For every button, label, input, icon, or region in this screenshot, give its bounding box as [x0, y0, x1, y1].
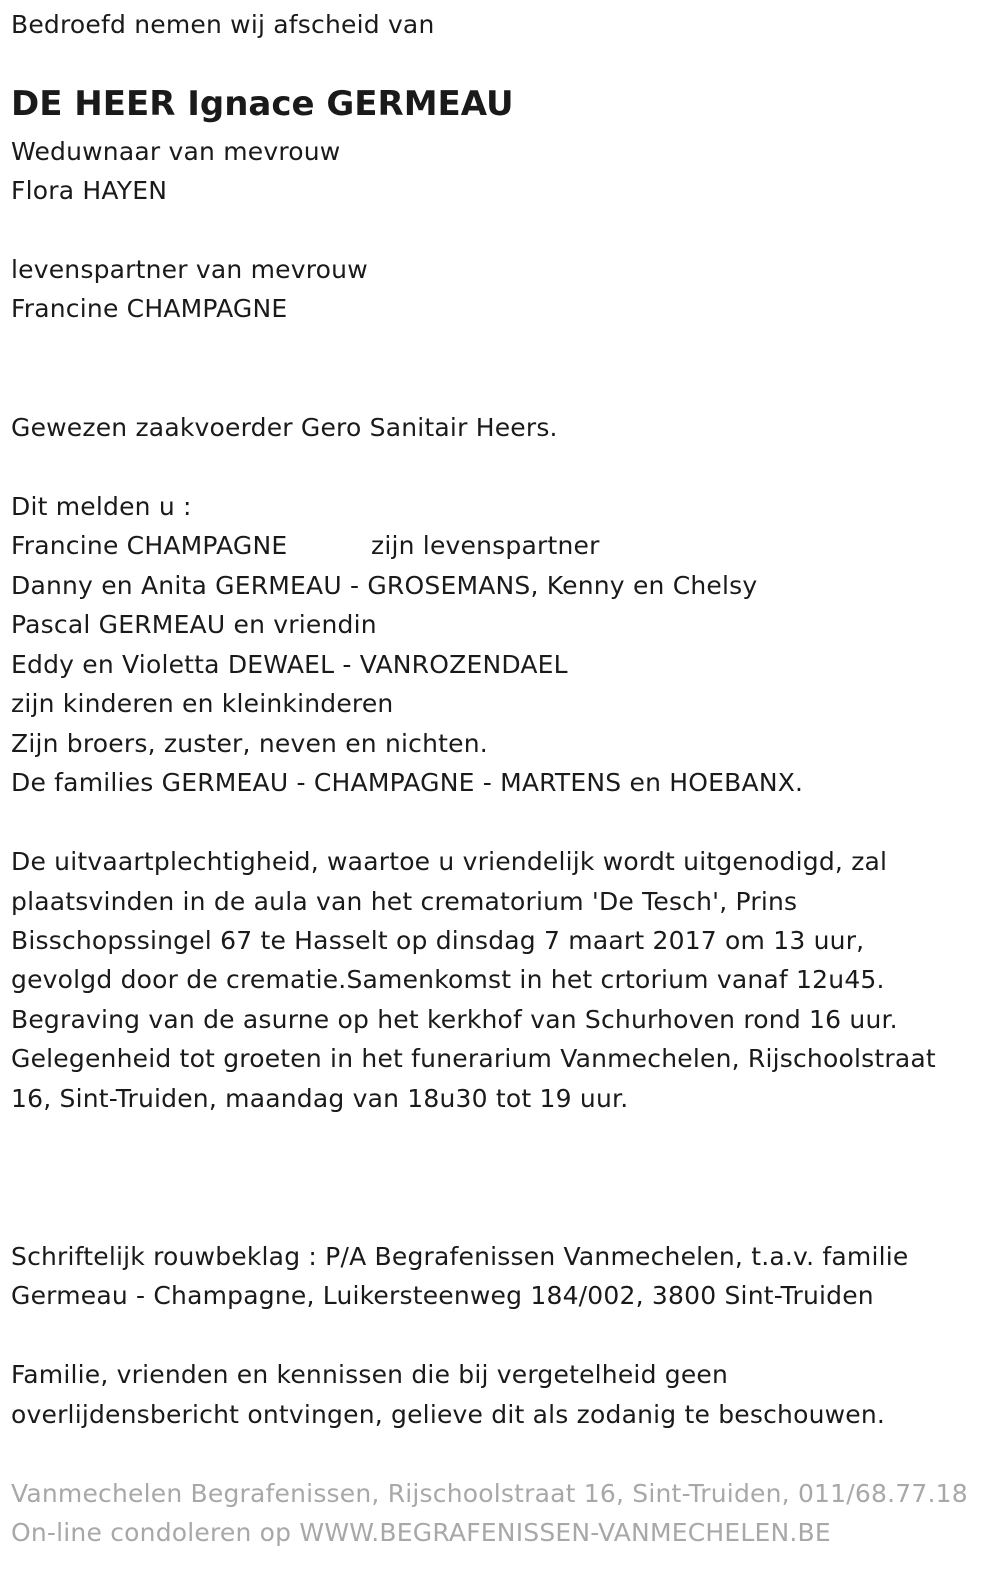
announcer-partner-row: [11, 531, 600, 561]
ceremony-line: plaatsvinden in de aula van het crematorium 'De Tesch', Prins: [11, 887, 798, 916]
notice-line: overlijdensbericht ontvingen, gelieve dit als zodanig te beschouwen.: [11, 1400, 886, 1429]
widower-name: Flora HAYEN: [11, 176, 168, 205]
announcer-partner-role: zijn levenspartner: [371, 531, 600, 560]
announcer-line: Danny en Anita GERMEAU - GROSEMANS, Kenny en Chelsy: [11, 571, 758, 600]
ceremony-line: Gelegenheid tot groeten in het funerarium Vanmechelen, Rijschoolstraat: [11, 1044, 936, 1073]
condolences-line: Schriftelijk rouwbeklag : P/A Begrafenissen Vanmechelen, t.a.v. familie: [11, 1242, 909, 1271]
notice-line: Familie, vrienden en kennissen die bij vergetelheid geen: [11, 1360, 729, 1389]
condolences-line: Germeau - Champagne, Luikersteenweg 184/002, 3800 Sint-Truiden: [11, 1281, 874, 1310]
intro-text: Bedroefd nemen wij afscheid van: [11, 10, 435, 39]
footer-company: Vanmechelen Begrafenissen, Rijschoolstraat 16, Sint-Truiden, 011/68.77.18: [11, 1479, 968, 1508]
occupation-text: Gewezen zaakvoerder Gero Sanitair Heers.: [11, 413, 558, 442]
announcer-line: Zijn broers, zuster, neven en nichten.: [11, 729, 488, 758]
announcer-line: Pascal GERMEAU en vriendin: [11, 610, 377, 639]
ceremony-line: gevolgd door de crematie.Samenkomst in het crtorium vanaf 12u45.: [11, 965, 885, 994]
announcers-heading: Dit melden u :: [11, 492, 192, 521]
ceremony-line: 16, Sint-Truiden, maandag van 18u30 tot 19 uur.: [11, 1084, 629, 1113]
partner-line: levenspartner van mevrouw: [11, 255, 368, 284]
footer-online: On-line condoleren op WWW.BEGRAFENISSEN-VANMECHELEN.BE: [11, 1518, 831, 1547]
ceremony-line: De uitvaartplechtigheid, waartoe u vriendelijk wordt uitgenodigd, zal: [11, 847, 888, 876]
partner-name: Francine CHAMPAGNE: [11, 294, 288, 323]
announcer-line: De families GERMEAU - CHAMPAGNE - MARTENS en HOEBANX.: [11, 768, 804, 797]
ceremony-line: Begraving van de asurne op het kerkhof van Schurhoven rond 16 uur.: [11, 1005, 898, 1034]
announcer-partner-name: Francine CHAMPAGNE: [11, 531, 288, 560]
ceremony-line: Bisschopssingel 67 te Hasselt op dinsdag 7 maart 2017 om 13 uur,: [11, 926, 865, 955]
announcer-line: zijn kinderen en kleinkinderen: [11, 689, 394, 718]
announcer-line: Eddy en Violetta DEWAEL - VANROZENDAEL: [11, 650, 568, 679]
widower-line: Weduwnaar van mevrouw: [11, 137, 341, 166]
deceased-name: DE HEER Ignace GERMEAU: [11, 84, 514, 124]
